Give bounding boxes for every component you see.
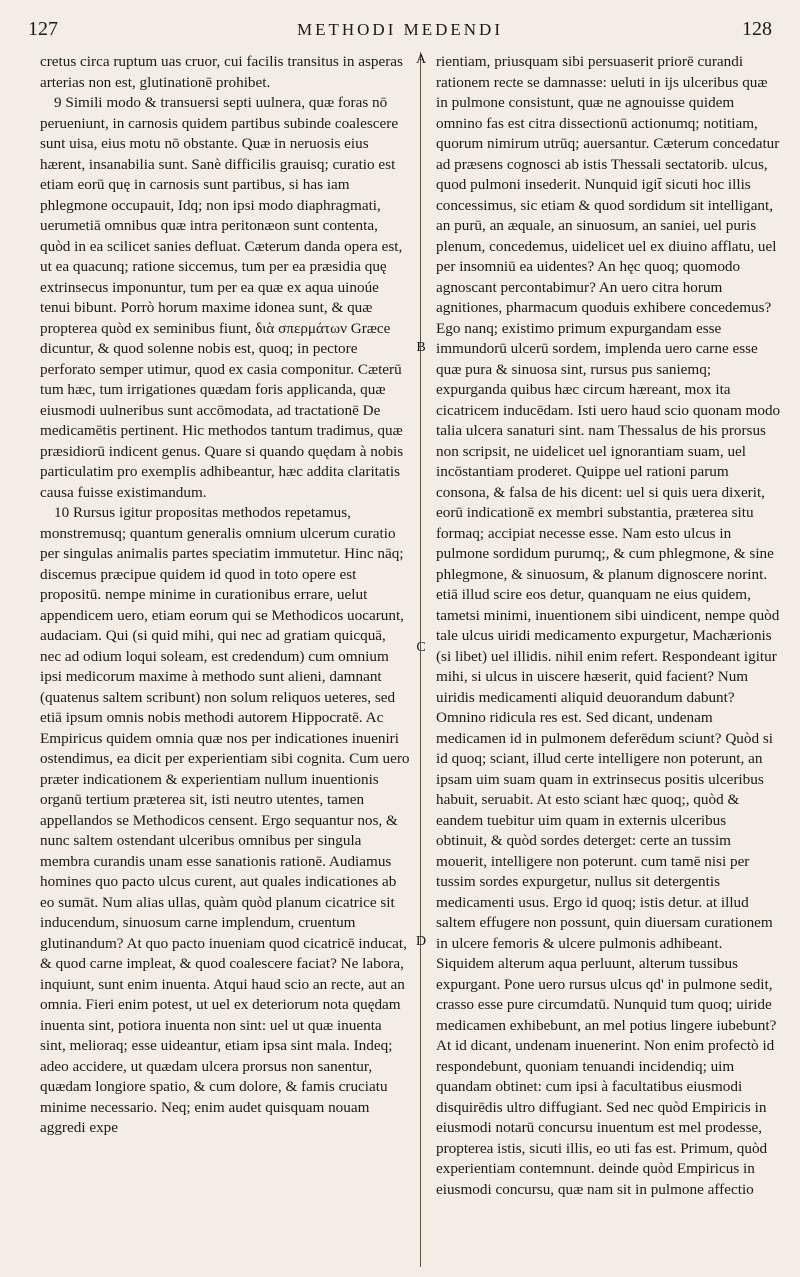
page-number-left: 127	[28, 18, 58, 40]
margin-marker-c: C	[416, 640, 426, 655]
margin-marker-b: B	[416, 340, 426, 355]
left-column	[40, 52, 410, 1266]
page-header	[28, 18, 772, 42]
margin-marker-a: A	[415, 52, 427, 67]
running-title: METHODI MEDENDI	[296, 20, 503, 39]
paragraph: 9 Simili modo & transuersi septi uulnera, quæ foras nō perueniunt, in carnosis quidem partibus subinde coalescere sunt uisa, eius motu nō obstante. Quæ in neruosis eius hærent, insanabilia sunt. Sanè difficilis grauisq; curatio est etiam eorū quę in carnosis sunt partibus, si has iam phlegmone occupauit, Idq; non ipsi modo diaphragmati, uerumetiā omnibus quæ intra peritonæon sunt contenta, quòd in ea scilicet sanies defluat. Cæterum danda opera est, ut ea quacunq; ratione siccemus, tum per ea præsidia quę extrinsecus imponuntur, tum per ea quæ ex aqua uinoúe tenui bibunt. Porrò horum maxime idonea sunt, & quæ propterea quòd ex seminibus fiunt, διὰ σπερμάτων Græce dicuntur, & quod solenne nobis est, quoq; in pectore perforato semper utimur, quod ex casia componitur. Cæterū tum hæc, tum irrigationes quædam foris applicanda, quæ eiusmodi uulneribus sunt accōmodata, ad tractationē De medicamētis pertinent. Hic methodos tantum tradimus, quæ præsidiorū indicent genus. Quare si quando quędam à nobis particulatim pro exemplis adhibeantur, hæc addita claritatis causa fuisse existimandum.	[40, 94, 404, 501]
column-divider	[420, 52, 421, 1267]
right-column	[436, 52, 781, 1266]
page-number-right: 128	[742, 18, 772, 40]
margin-marker-d: D	[415, 934, 427, 949]
paragraph: cretus circa ruptum uas cruor, cui facilis transitus in asperas arterias non est, glutinationē prohibet.	[40, 53, 403, 91]
paragraph: rientiam, priusquam sibi persuaserit priorē curandi rationem recte se damnasse: ueluti in ijs ulceribus quæ in pulmone consistunt, quæ ne agnouisse quidem omnino fas est citra dissectionū actionumq; notitiam, quorum nimirum utrūq; auersantur. Cæterum concedatur ad præsens cognosci ab istis Thessali sectatorib. ulcus, quod pulmoni insederit. Nunquid igit̄ sicuti hoc illis concessimus, sic etiam & quod sordidum sit intelligant, an purū, an æquale, an sinuosum, an saniei, uel puris plenum, concedemus, uidelicet uel ex diuino afflatu, uel per insomniū ea uidentes? An hęc quoq; quomodo agnoscant percontabimur? An uero citra horum agnitiones, pharmacum quoduis exhibere concedemus? Ego nanq; existimo primum expurgandam esse immundorū ulcerū sordem, implenda uero carne esse quæ pura & sinuosa sint, rursus pus saniemq; expurganda quibus hæc circum hæreant, mox ita cicatricem inducēdam. Isti uero haud scio quonam modo talia ulcera sanaturi sint. nam Thessalus de his prorsus non scripsit, ne uidelicet uel ignorantiam suam, uel incōstantiam proderet. Quippe uel rationi parum consona, & falsa de his dicent: uel si quis uera dixerit, eorū indicationē ex membri substantia, præterea situ formaq; accipiat necesse esse. Nam esto ulcus in pulmone sordidum purumq;, & cum phlegmone, & sine phlegmone, & sinuosum, & planum dignoscere norint. etiā illud scire eos detur, quanquam ne eius quidem, tametsi minimi, inuentionem sibi uindicent, nempe quòd tale ulcus uiridi medicamento expurgetur, Machærionis (si libet) uel illidis. nihil enim refert. Respondeant igitur mihi, si ulcus in uiscere hæserit, quid facient? Num uiridis medicamenti aliquid deuorandum dabunt? Omnino ridicula res est. Sed dicant, undenam medicamen id in pulmonem deferēdum sciunt? Quòd si id quoq; sciant, illud certe intelligere non poterunt, an ipsam uim suam quam in extrinsecus positis ulceribus habuit, seruabit. At esto sciant hæc quoq;, quòd & eandem tuebitur uim quam in externis ulceribus obtinuit, & quòd sordes deterget: certe an tussim mouerit, intelligere non poterunt. cum tamē nisi per tussim sordes expurgetur, nullus sit detergentis medicamenti usus. Ergo id quoq; istis detur. at illud saltem effugere non possunt, quin diuersam curationem in ulcere femoris & ulcere pulmonis adhibeant. Siquidem alterum aqua perluunt, alterum tussibus expurgant. Pone uero rursus ulcus qd' in pulmone sedit, crasso esse pure circumdatū. Nunquid tum quoq; uiride medicamen exhibebunt, an mel potius lingere iubebunt? At id dicant, undenam inuenerint. Non enim profectò id respondebunt, quoniam tenuandi incidendiq; uim quandam obtinet: cum ipsi à facultatibus eiusmodi disquirēdis ultro diffugiant. Sed nec quòd Empiricis in eiusmodi notarū concursu inuentum est mel prodesse, propterea istis, sicuti illis, eo uti fas est. Primum, quòd experientiam contemnunt. deinde quòd Empiricus in eiusmodi concursu, quæ nam sit in pulmone affectio	[436, 53, 781, 1198]
paragraph: 10 Rursus igitur propositas methodos repetamus, monstremusq; quantum generalis omnium ulcerum curatio per singulas animalis partes speciatim immutetur. Hinc nāq; discemus præcipue quidem id quod in toto opere est propositū. nempe minime in curationibus errare, uelut appendicem uero, etiam eorum qui se Methodicos uocarunt, audaciam. Qui (si quid mihi, qui nec ad gratiam quicquā, nec ad odium loqui soleam, est credendum) cum omnium ipsi medicorum maxime à methodo sunt alieni, damnant (quatenus saltem scribunt) non solum reliquos ueteres, sed etiā ipsum omnis nobis methodi autorem Hippocratē. Ac Empiricus quidem omnia quæ nos per indicationes inueniri ostendimus, ea dicit per experientiam sibi cognita. Cum uero præter indicationem & experientiam nullum inuentionis organū tertium præterea sit, isti neutro utentes, tamen appellandos se Methodicos censent. Ergo sequantur nos, & nunc saltem ostendant ulceribus omnibus per singula membra curandis unam esse sanationis rationē. Audiamus homines quo pacto ulcus curent, aut quales indicationes ab eo sumāt. Num alias ullas, quàm quòd planum cicatrice sit inducendum, sinuosum carne implendum, cruentum glutinandum? At quo pacto inueniam quod cicatricē inducat, & quod carne impleat, & quod coalescere faciat? Ne labora, inquiunt, sunt enim inuenta. Atqui haud scio an recte, aut an omnia. Fieri enim potest, ut uel ex deteriorum nota quędam inuenta sint, potiora inuenta non sint: uel ut quæ inuenta sint, melioraq; esse uideantur, etiam ipsa sint mala. Indeq; adeo accidere, ut quædam ulcera prorsus non sanentur, quædam longiore spatio, & cum dolore, & famis cruciatu minime necessario. Neq; enim audet quisquam nouam aggredi expe	[40, 504, 410, 1136]
